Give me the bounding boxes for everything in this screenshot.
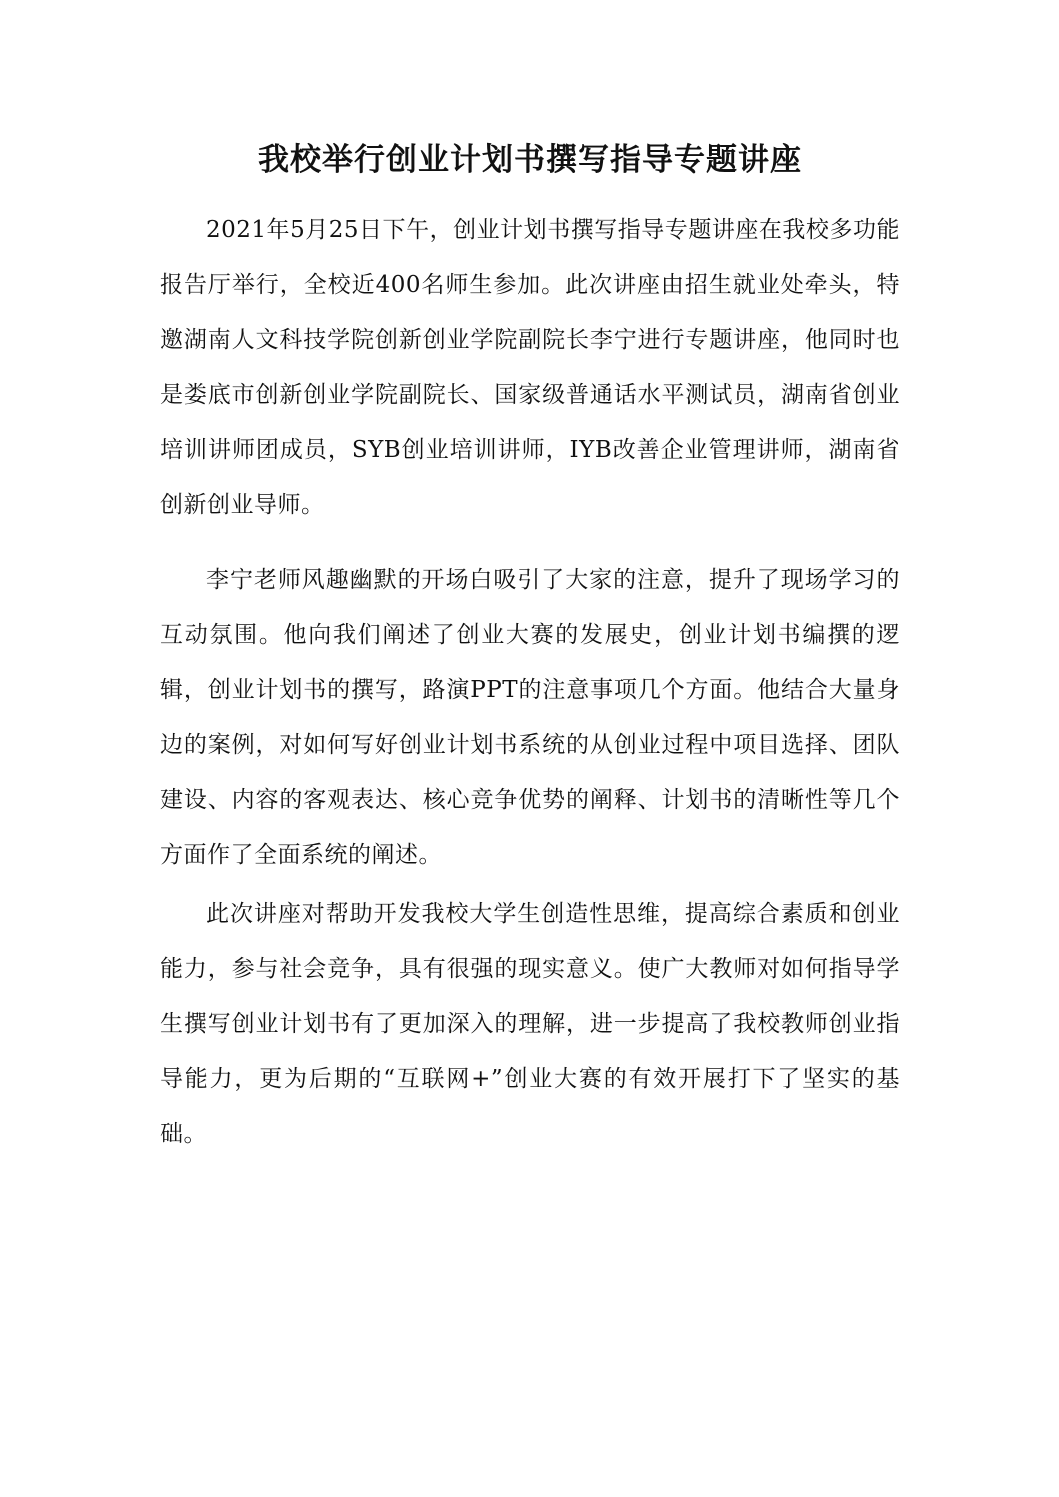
paragraph-3: 此次讲座对帮助开发我校大学生创造性思维，提高综合素质和创业能力，参与社会竞争，具有很强的现实意义。使广大教师对如何指导学生撰写创业计划书有了更加深入的理解，进一步提高了我校教师创业指导能力，更为后期的“互联网+”创业大赛的有效开展打下了坚实的基础。 [160,901,900,1147]
paragraph-1: 2021年5月25日下午，创业计划书撰写指导专题讲座在我校多功能报告厅举行，全校近400名师生参加。此次讲座由招生就业处牵头，特邀湖南人文科技学院创新创业学院副院长李宁进行专题讲座，他同时也是娄底市创新创业学院副院长、国家级普通话水平测试员，湖南省创业培训讲师团成员，SYB创业培训讲师，IYB改善企业管理讲师，湖南省创新创业导师。 [160,217,900,518]
document-title: 我校举行创业计划书撰写指导专题讲座 [258,142,802,178]
paragraph-2: 李宁老师风趣幽默的开场白吸引了大家的注意，提升了现场学习的互动氛围。他向我们阐述了创业大赛的发展史，创业计划书编撰的逻辑，创业计划书的撰写，路演PPT的注意事项几个方面。他结合大量身边的案例，对如何写好创业计划书系统的从创业过程中项目选择、团队建设、内容的客观表达、核心竞争优势的阐释、计划书的清晰性等几个方面作了全面系统的阐述。 [160,567,900,868]
